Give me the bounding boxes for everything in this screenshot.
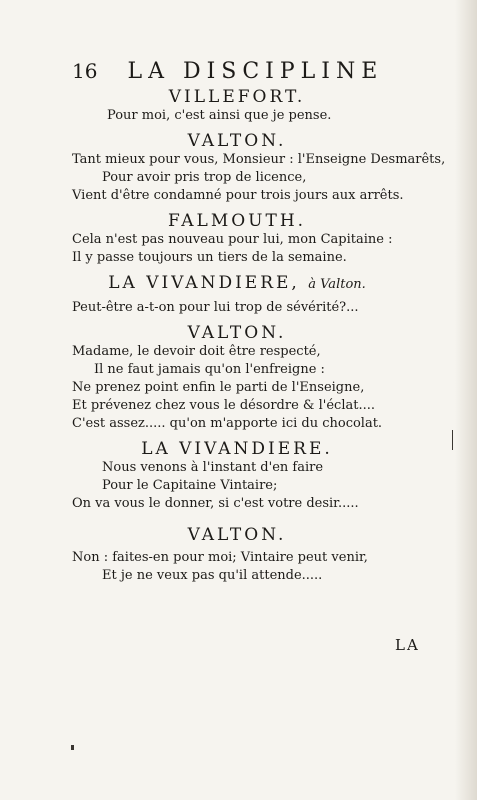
verse-line: Non : faites-en pour moi; Vintaire peut venir, (72, 550, 368, 565)
speaker-name: LA VIVANDIERE. (141, 439, 333, 459)
verse-line: On va vous le donner, si c'est votre desir..... (72, 496, 359, 511)
verse-line: Peut-être a-t-on pour lui trop de sévérité?... (72, 300, 359, 315)
verse-line: Il ne faut jamais qu'on l'enfreigne : (94, 362, 325, 377)
speech-block (72, 273, 402, 317)
verse-line: Vient d'être condamné pour trois jours aux arrêts. (72, 188, 404, 203)
speaker-name: FALMOUTH. (167, 211, 307, 231)
verse-line: Nous venons à l'instant d'en faire (102, 460, 324, 475)
speaker-name: VALTON. (187, 323, 287, 343)
verse-line: Pour moi, c'est ainsi que je pense. (107, 108, 332, 123)
speaker-name: VALTON. (187, 131, 287, 151)
verse-line: Pour le Capitaine Vintaire; (102, 478, 278, 493)
speaker-name: VILLEFORT. (168, 87, 306, 107)
ink-speck (452, 430, 453, 450)
speech-block (72, 525, 402, 585)
stage-direction: à Valton. (308, 277, 366, 292)
ink-speck (71, 745, 74, 750)
page-number: 16 (72, 59, 98, 83)
speaker-name: VALTON. (187, 525, 287, 545)
verse-line: Pour avoir pris trop de licence, (102, 170, 307, 185)
catchword: LA (395, 636, 420, 654)
verse-line: Cela n'est pas nouveau pour lui, mon Capitaine : (72, 232, 393, 247)
verse-line: Madame, le devoir doit être respecté, (72, 344, 321, 359)
page-header (72, 58, 402, 85)
page-text-block (72, 58, 446, 585)
running-title: LA DISCIPLINE (127, 59, 384, 84)
verse-line: C'est assez..... qu'on m'apporte ici du chocolat. (72, 416, 383, 431)
speech-block (72, 323, 402, 433)
verse-line: Et prévenez chez vous le désordre & l'éclat.... (72, 398, 375, 413)
verse-line: Tant mieux pour vous, Monsieur : l'Enseigne Desmarêts, (72, 152, 446, 167)
speaker-name: LA VIVANDIERE, à Valton. (108, 273, 366, 293)
page-edge-shadow (455, 0, 477, 800)
verse-line: Il y passe toujours un tiers de la semaine. (72, 250, 347, 265)
verse-line: Ne prenez point enfin le parti de l'Enseigne, (72, 380, 365, 395)
speech-block (72, 131, 446, 205)
speech-block (72, 211, 402, 267)
verse-line: Et je ne veux pas qu'il attende..... (102, 568, 323, 583)
speech-block (72, 87, 402, 125)
speech-block (72, 439, 402, 513)
